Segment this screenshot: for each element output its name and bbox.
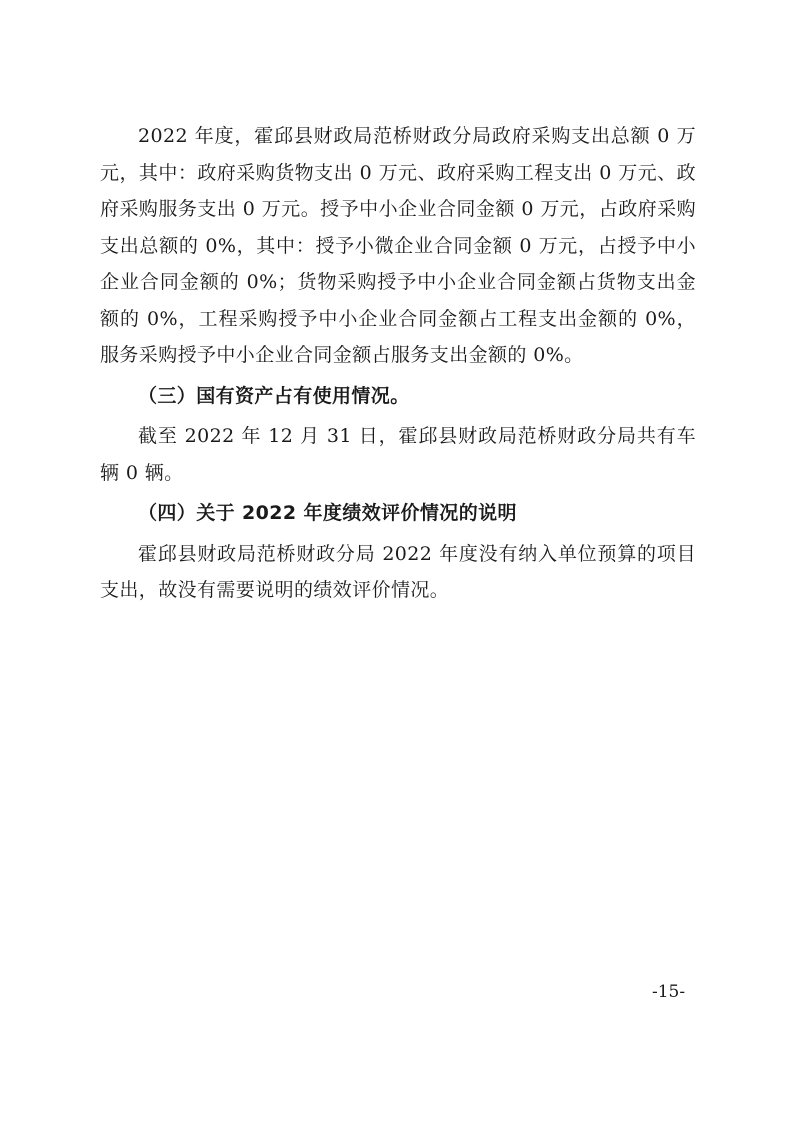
- vehicle-paragraph: 截至 2022 年 12 月 31 日，霍邱县财政局范桥财政分局共有车辆 0 辆。: [100, 425, 696, 484]
- document-body: [100, 118, 696, 609]
- section-heading-state-assets: （三）国有资产占有使用情况。: [138, 384, 410, 407]
- performance-paragraph: 霍邱县财政局范桥财政分局 2022 年度没有纳入单位预算的项目支出，故没有需要说明的绩效评价情况。: [100, 542, 696, 601]
- procurement-paragraph: 2022 年度，霍邱县财政局范桥财政分局政府采购支出总额 0 万元，其中：政府采购货物支出 0 万元、政府采购工程支出 0 万元、政府采购服务支出 0 万元。授予中小企业合同金额 0 万元，占政府采购支出总额的 0%，其中：授予小微企业合同金额 0 万元，占授予中小企业合同金额的 0%；货物采购授予中小企业合同金额占货物支出金额的 0%，工程采购授予中小企业合同金额占工程支出金额的 0%，服务采购授予中小企业合同金额占服务支出金额的 0%。: [100, 125, 696, 366]
- page-number: -15-: [652, 982, 686, 1002]
- section-heading-performance-evaluation: （四）关于 2022 年度绩效评价情况的说明: [138, 502, 517, 524]
